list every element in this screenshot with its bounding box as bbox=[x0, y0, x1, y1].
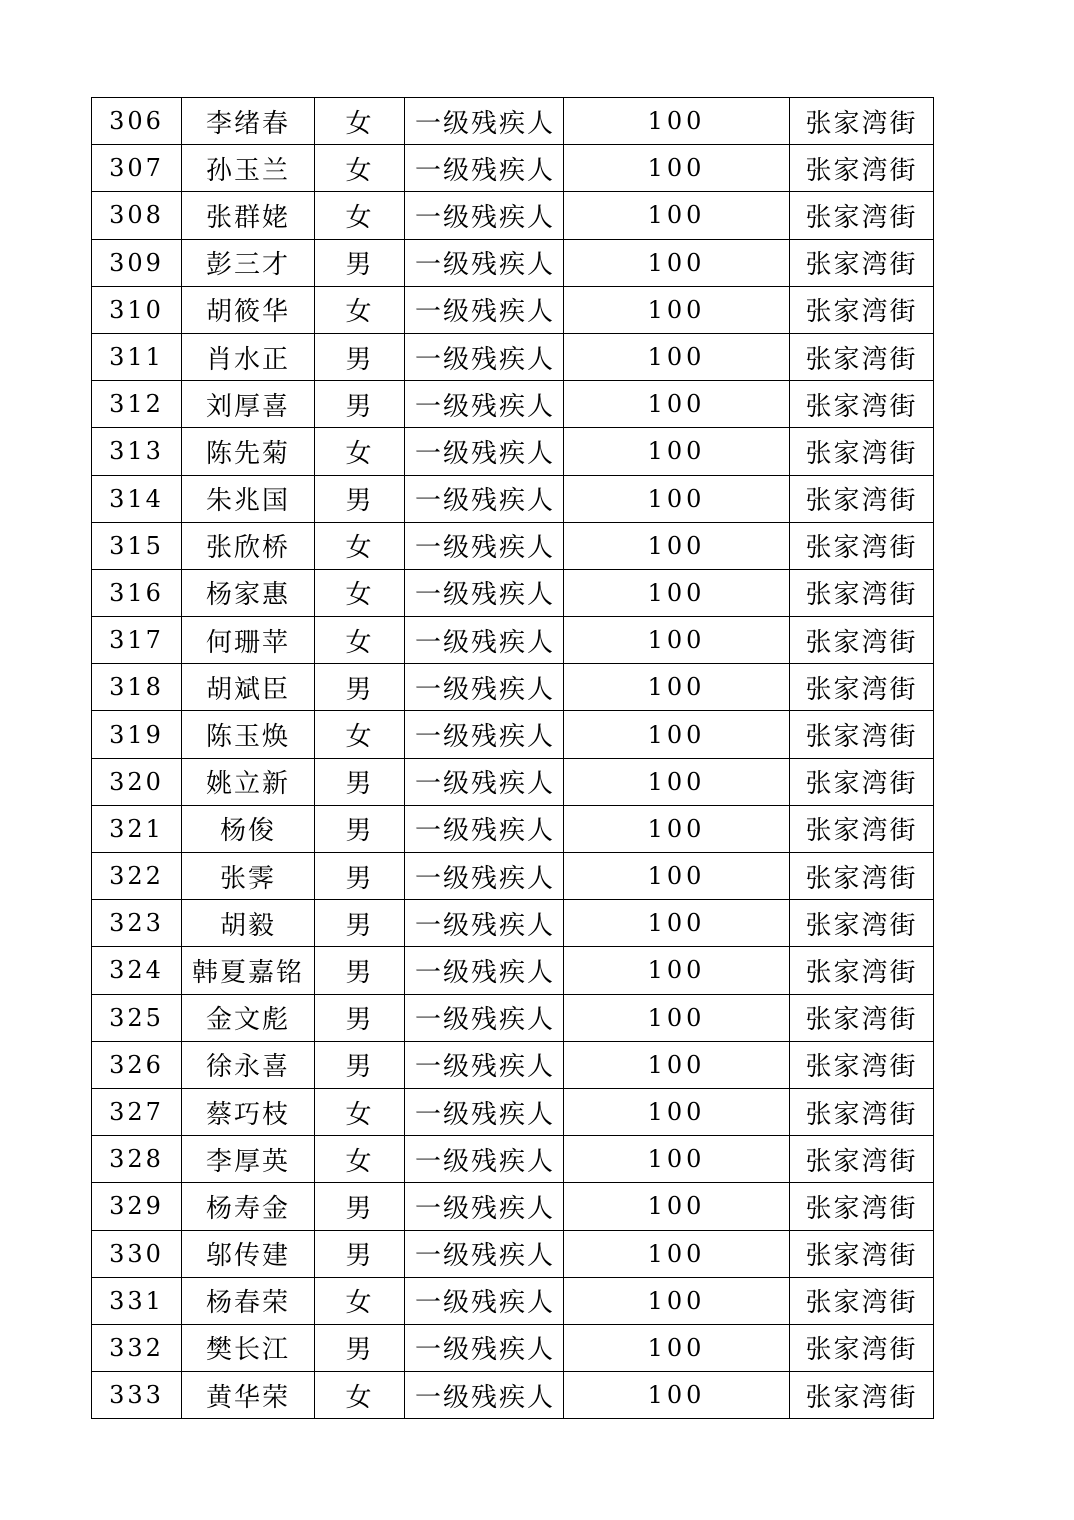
person-name-cell: 韩夏嘉铭 bbox=[182, 947, 315, 994]
disability-level-cell: 一级残疾人 bbox=[405, 853, 564, 900]
table-row bbox=[92, 853, 934, 900]
amount-cell: 100 bbox=[564, 805, 790, 852]
person-name-cell: 邬传建 bbox=[182, 1230, 315, 1277]
gender-cell: 男 bbox=[315, 994, 405, 1041]
gender-cell: 女 bbox=[315, 711, 405, 758]
amount-cell: 100 bbox=[564, 1277, 790, 1324]
person-name-cell: 李绪春 bbox=[182, 98, 315, 145]
disability-level-cell: 一级残疾人 bbox=[405, 145, 564, 192]
amount-cell: 100 bbox=[564, 522, 790, 569]
person-name-cell: 彭三才 bbox=[182, 239, 315, 286]
disability-level-cell: 一级残疾人 bbox=[405, 1324, 564, 1371]
row-number-cell: 332 bbox=[92, 1324, 182, 1371]
disability-level-cell: 一级残疾人 bbox=[405, 664, 564, 711]
street-cell: 张家湾街 bbox=[790, 239, 934, 286]
person-name-cell: 张霁 bbox=[182, 853, 315, 900]
street-cell: 张家湾街 bbox=[790, 1372, 934, 1419]
gender-cell: 男 bbox=[315, 1183, 405, 1230]
disability-level-cell: 一级残疾人 bbox=[405, 1136, 564, 1183]
disability-level-cell: 一级残疾人 bbox=[405, 805, 564, 852]
person-name-cell: 朱兆国 bbox=[182, 475, 315, 522]
table-row bbox=[92, 900, 934, 947]
amount-cell: 100 bbox=[564, 664, 790, 711]
table-row bbox=[92, 1372, 934, 1419]
row-number-cell: 315 bbox=[92, 522, 182, 569]
disability-level-cell: 一级残疾人 bbox=[405, 522, 564, 569]
amount-cell: 100 bbox=[564, 1324, 790, 1371]
street-cell: 张家湾街 bbox=[790, 711, 934, 758]
table-row bbox=[92, 1277, 934, 1324]
amount-cell: 100 bbox=[564, 98, 790, 145]
row-number-cell: 324 bbox=[92, 947, 182, 994]
gender-cell: 男 bbox=[315, 475, 405, 522]
street-cell: 张家湾街 bbox=[790, 1277, 934, 1324]
street-cell: 张家湾街 bbox=[790, 664, 934, 711]
row-number-cell: 320 bbox=[92, 758, 182, 805]
amount-cell: 100 bbox=[564, 286, 790, 333]
street-cell: 张家湾街 bbox=[790, 98, 934, 145]
person-name-cell: 蔡巧枝 bbox=[182, 1088, 315, 1135]
disability-level-cell: 一级残疾人 bbox=[405, 617, 564, 664]
street-cell: 张家湾街 bbox=[790, 617, 934, 664]
street-cell: 张家湾街 bbox=[790, 286, 934, 333]
table-row bbox=[92, 1041, 934, 1088]
amount-cell: 100 bbox=[564, 1088, 790, 1135]
table-row bbox=[92, 522, 934, 569]
table-row bbox=[92, 1230, 934, 1277]
table-row bbox=[92, 805, 934, 852]
amount-cell: 100 bbox=[564, 1372, 790, 1419]
amount-cell: 100 bbox=[564, 711, 790, 758]
amount-cell: 100 bbox=[564, 758, 790, 805]
disability-level-cell: 一级残疾人 bbox=[405, 1230, 564, 1277]
row-number-cell: 326 bbox=[92, 1041, 182, 1088]
disability-level-cell: 一级残疾人 bbox=[405, 286, 564, 333]
person-name-cell: 张群姥 bbox=[182, 192, 315, 239]
gender-cell: 女 bbox=[315, 192, 405, 239]
street-cell: 张家湾街 bbox=[790, 1136, 934, 1183]
person-name-cell: 孙玉兰 bbox=[182, 145, 315, 192]
gender-cell: 女 bbox=[315, 1372, 405, 1419]
gender-cell: 女 bbox=[315, 1088, 405, 1135]
person-name-cell: 黄华荣 bbox=[182, 1372, 315, 1419]
gender-cell: 男 bbox=[315, 900, 405, 947]
amount-cell: 100 bbox=[564, 947, 790, 994]
person-name-cell: 樊长江 bbox=[182, 1324, 315, 1371]
street-cell: 张家湾街 bbox=[790, 1183, 934, 1230]
amount-cell: 100 bbox=[564, 1183, 790, 1230]
row-number-cell: 311 bbox=[92, 333, 182, 380]
gender-cell: 男 bbox=[315, 805, 405, 852]
row-number-cell: 331 bbox=[92, 1277, 182, 1324]
table-row bbox=[92, 569, 934, 616]
disability-level-cell: 一级残疾人 bbox=[405, 333, 564, 380]
row-number-cell: 329 bbox=[92, 1183, 182, 1230]
street-cell: 张家湾街 bbox=[790, 522, 934, 569]
gender-cell: 女 bbox=[315, 1277, 405, 1324]
street-cell: 张家湾街 bbox=[790, 569, 934, 616]
person-name-cell: 胡毅 bbox=[182, 900, 315, 947]
amount-cell: 100 bbox=[564, 617, 790, 664]
row-number-cell: 307 bbox=[92, 145, 182, 192]
gender-cell: 女 bbox=[315, 428, 405, 475]
row-number-cell: 309 bbox=[92, 239, 182, 286]
gender-cell: 男 bbox=[315, 853, 405, 900]
person-name-cell: 杨寿金 bbox=[182, 1183, 315, 1230]
street-cell: 张家湾街 bbox=[790, 381, 934, 428]
street-cell: 张家湾街 bbox=[790, 475, 934, 522]
gender-cell: 男 bbox=[315, 381, 405, 428]
amount-cell: 100 bbox=[564, 333, 790, 380]
street-cell: 张家湾街 bbox=[790, 853, 934, 900]
gender-cell: 男 bbox=[315, 1041, 405, 1088]
person-name-cell: 李厚英 bbox=[182, 1136, 315, 1183]
table-row bbox=[92, 286, 934, 333]
table-row bbox=[92, 711, 934, 758]
table-row bbox=[92, 1136, 934, 1183]
gender-cell: 女 bbox=[315, 617, 405, 664]
amount-cell: 100 bbox=[564, 381, 790, 428]
gender-cell: 男 bbox=[315, 1230, 405, 1277]
disability-level-cell: 一级残疾人 bbox=[405, 758, 564, 805]
street-cell: 张家湾街 bbox=[790, 1088, 934, 1135]
row-number-cell: 333 bbox=[92, 1372, 182, 1419]
disability-level-cell: 一级残疾人 bbox=[405, 1372, 564, 1419]
table-row bbox=[92, 381, 934, 428]
table-row bbox=[92, 145, 934, 192]
gender-cell: 男 bbox=[315, 664, 405, 711]
table-row bbox=[92, 333, 934, 380]
gender-cell: 男 bbox=[315, 239, 405, 286]
street-cell: 张家湾街 bbox=[790, 333, 934, 380]
amount-cell: 100 bbox=[564, 475, 790, 522]
table-row bbox=[92, 98, 934, 145]
amount-cell: 100 bbox=[564, 1230, 790, 1277]
person-name-cell: 张欣桥 bbox=[182, 522, 315, 569]
gender-cell: 女 bbox=[315, 522, 405, 569]
table-row bbox=[92, 1324, 934, 1371]
row-number-cell: 330 bbox=[92, 1230, 182, 1277]
gender-cell: 女 bbox=[315, 1136, 405, 1183]
row-number-cell: 327 bbox=[92, 1088, 182, 1135]
disability-level-cell: 一级残疾人 bbox=[405, 900, 564, 947]
person-name-cell: 杨家惠 bbox=[182, 569, 315, 616]
row-number-cell: 314 bbox=[92, 475, 182, 522]
table-row bbox=[92, 758, 934, 805]
disability-level-cell: 一级残疾人 bbox=[405, 98, 564, 145]
amount-cell: 100 bbox=[564, 994, 790, 1041]
roster-table-body bbox=[92, 98, 934, 1419]
gender-cell: 男 bbox=[315, 333, 405, 380]
person-name-cell: 胡斌臣 bbox=[182, 664, 315, 711]
row-number-cell: 321 bbox=[92, 805, 182, 852]
person-name-cell: 陈先菊 bbox=[182, 428, 315, 475]
gender-cell: 女 bbox=[315, 145, 405, 192]
amount-cell: 100 bbox=[564, 192, 790, 239]
table-row bbox=[92, 1183, 934, 1230]
row-number-cell: 312 bbox=[92, 381, 182, 428]
street-cell: 张家湾街 bbox=[790, 994, 934, 1041]
table-row bbox=[92, 994, 934, 1041]
gender-cell: 女 bbox=[315, 286, 405, 333]
person-name-cell: 肖水正 bbox=[182, 333, 315, 380]
amount-cell: 100 bbox=[564, 1136, 790, 1183]
row-number-cell: 325 bbox=[92, 994, 182, 1041]
row-number-cell: 319 bbox=[92, 711, 182, 758]
street-cell: 张家湾街 bbox=[790, 1324, 934, 1371]
amount-cell: 100 bbox=[564, 145, 790, 192]
person-name-cell: 杨俊 bbox=[182, 805, 315, 852]
amount-cell: 100 bbox=[564, 1041, 790, 1088]
street-cell: 张家湾街 bbox=[790, 1230, 934, 1277]
table-row bbox=[92, 239, 934, 286]
person-name-cell: 金文彪 bbox=[182, 994, 315, 1041]
street-cell: 张家湾街 bbox=[790, 758, 934, 805]
gender-cell: 女 bbox=[315, 569, 405, 616]
disability-level-cell: 一级残疾人 bbox=[405, 1088, 564, 1135]
person-name-cell: 姚立新 bbox=[182, 758, 315, 805]
amount-cell: 100 bbox=[564, 239, 790, 286]
person-name-cell: 陈玉焕 bbox=[182, 711, 315, 758]
row-number-cell: 323 bbox=[92, 900, 182, 947]
street-cell: 张家湾街 bbox=[790, 145, 934, 192]
disability-level-cell: 一级残疾人 bbox=[405, 475, 564, 522]
gender-cell: 男 bbox=[315, 947, 405, 994]
table-row bbox=[92, 664, 934, 711]
disability-level-cell: 一级残疾人 bbox=[405, 381, 564, 428]
street-cell: 张家湾街 bbox=[790, 947, 934, 994]
street-cell: 张家湾街 bbox=[790, 1041, 934, 1088]
disability-level-cell: 一级残疾人 bbox=[405, 994, 564, 1041]
disability-level-cell: 一级残疾人 bbox=[405, 947, 564, 994]
row-number-cell: 308 bbox=[92, 192, 182, 239]
disability-level-cell: 一级残疾人 bbox=[405, 428, 564, 475]
gender-cell: 男 bbox=[315, 1324, 405, 1371]
row-number-cell: 310 bbox=[92, 286, 182, 333]
gender-cell: 男 bbox=[315, 758, 405, 805]
disability-level-cell: 一级残疾人 bbox=[405, 192, 564, 239]
street-cell: 张家湾街 bbox=[790, 428, 934, 475]
amount-cell: 100 bbox=[564, 900, 790, 947]
row-number-cell: 328 bbox=[92, 1136, 182, 1183]
table-row bbox=[92, 475, 934, 522]
person-name-cell: 刘厚喜 bbox=[182, 381, 315, 428]
street-cell: 张家湾街 bbox=[790, 805, 934, 852]
person-name-cell: 何珊苹 bbox=[182, 617, 315, 664]
street-cell: 张家湾街 bbox=[790, 192, 934, 239]
amount-cell: 100 bbox=[564, 569, 790, 616]
street-cell: 张家湾街 bbox=[790, 900, 934, 947]
table-row bbox=[92, 947, 934, 994]
person-name-cell: 杨春荣 bbox=[182, 1277, 315, 1324]
table-row bbox=[92, 617, 934, 664]
disability-level-cell: 一级残疾人 bbox=[405, 1041, 564, 1088]
row-number-cell: 317 bbox=[92, 617, 182, 664]
table-row bbox=[92, 192, 934, 239]
disability-level-cell: 一级残疾人 bbox=[405, 239, 564, 286]
row-number-cell: 316 bbox=[92, 569, 182, 616]
row-number-cell: 306 bbox=[92, 98, 182, 145]
roster-table bbox=[91, 97, 934, 1419]
amount-cell: 100 bbox=[564, 853, 790, 900]
table-row bbox=[92, 428, 934, 475]
disability-level-cell: 一级残疾人 bbox=[405, 1277, 564, 1324]
disability-level-cell: 一级残疾人 bbox=[405, 711, 564, 758]
person-name-cell: 胡筱华 bbox=[182, 286, 315, 333]
row-number-cell: 313 bbox=[92, 428, 182, 475]
row-number-cell: 322 bbox=[92, 853, 182, 900]
gender-cell: 女 bbox=[315, 98, 405, 145]
disability-level-cell: 一级残疾人 bbox=[405, 1183, 564, 1230]
row-number-cell: 318 bbox=[92, 664, 182, 711]
amount-cell: 100 bbox=[564, 428, 790, 475]
person-name-cell: 徐永喜 bbox=[182, 1041, 315, 1088]
disability-level-cell: 一级残疾人 bbox=[405, 569, 564, 616]
table-row bbox=[92, 1088, 934, 1135]
